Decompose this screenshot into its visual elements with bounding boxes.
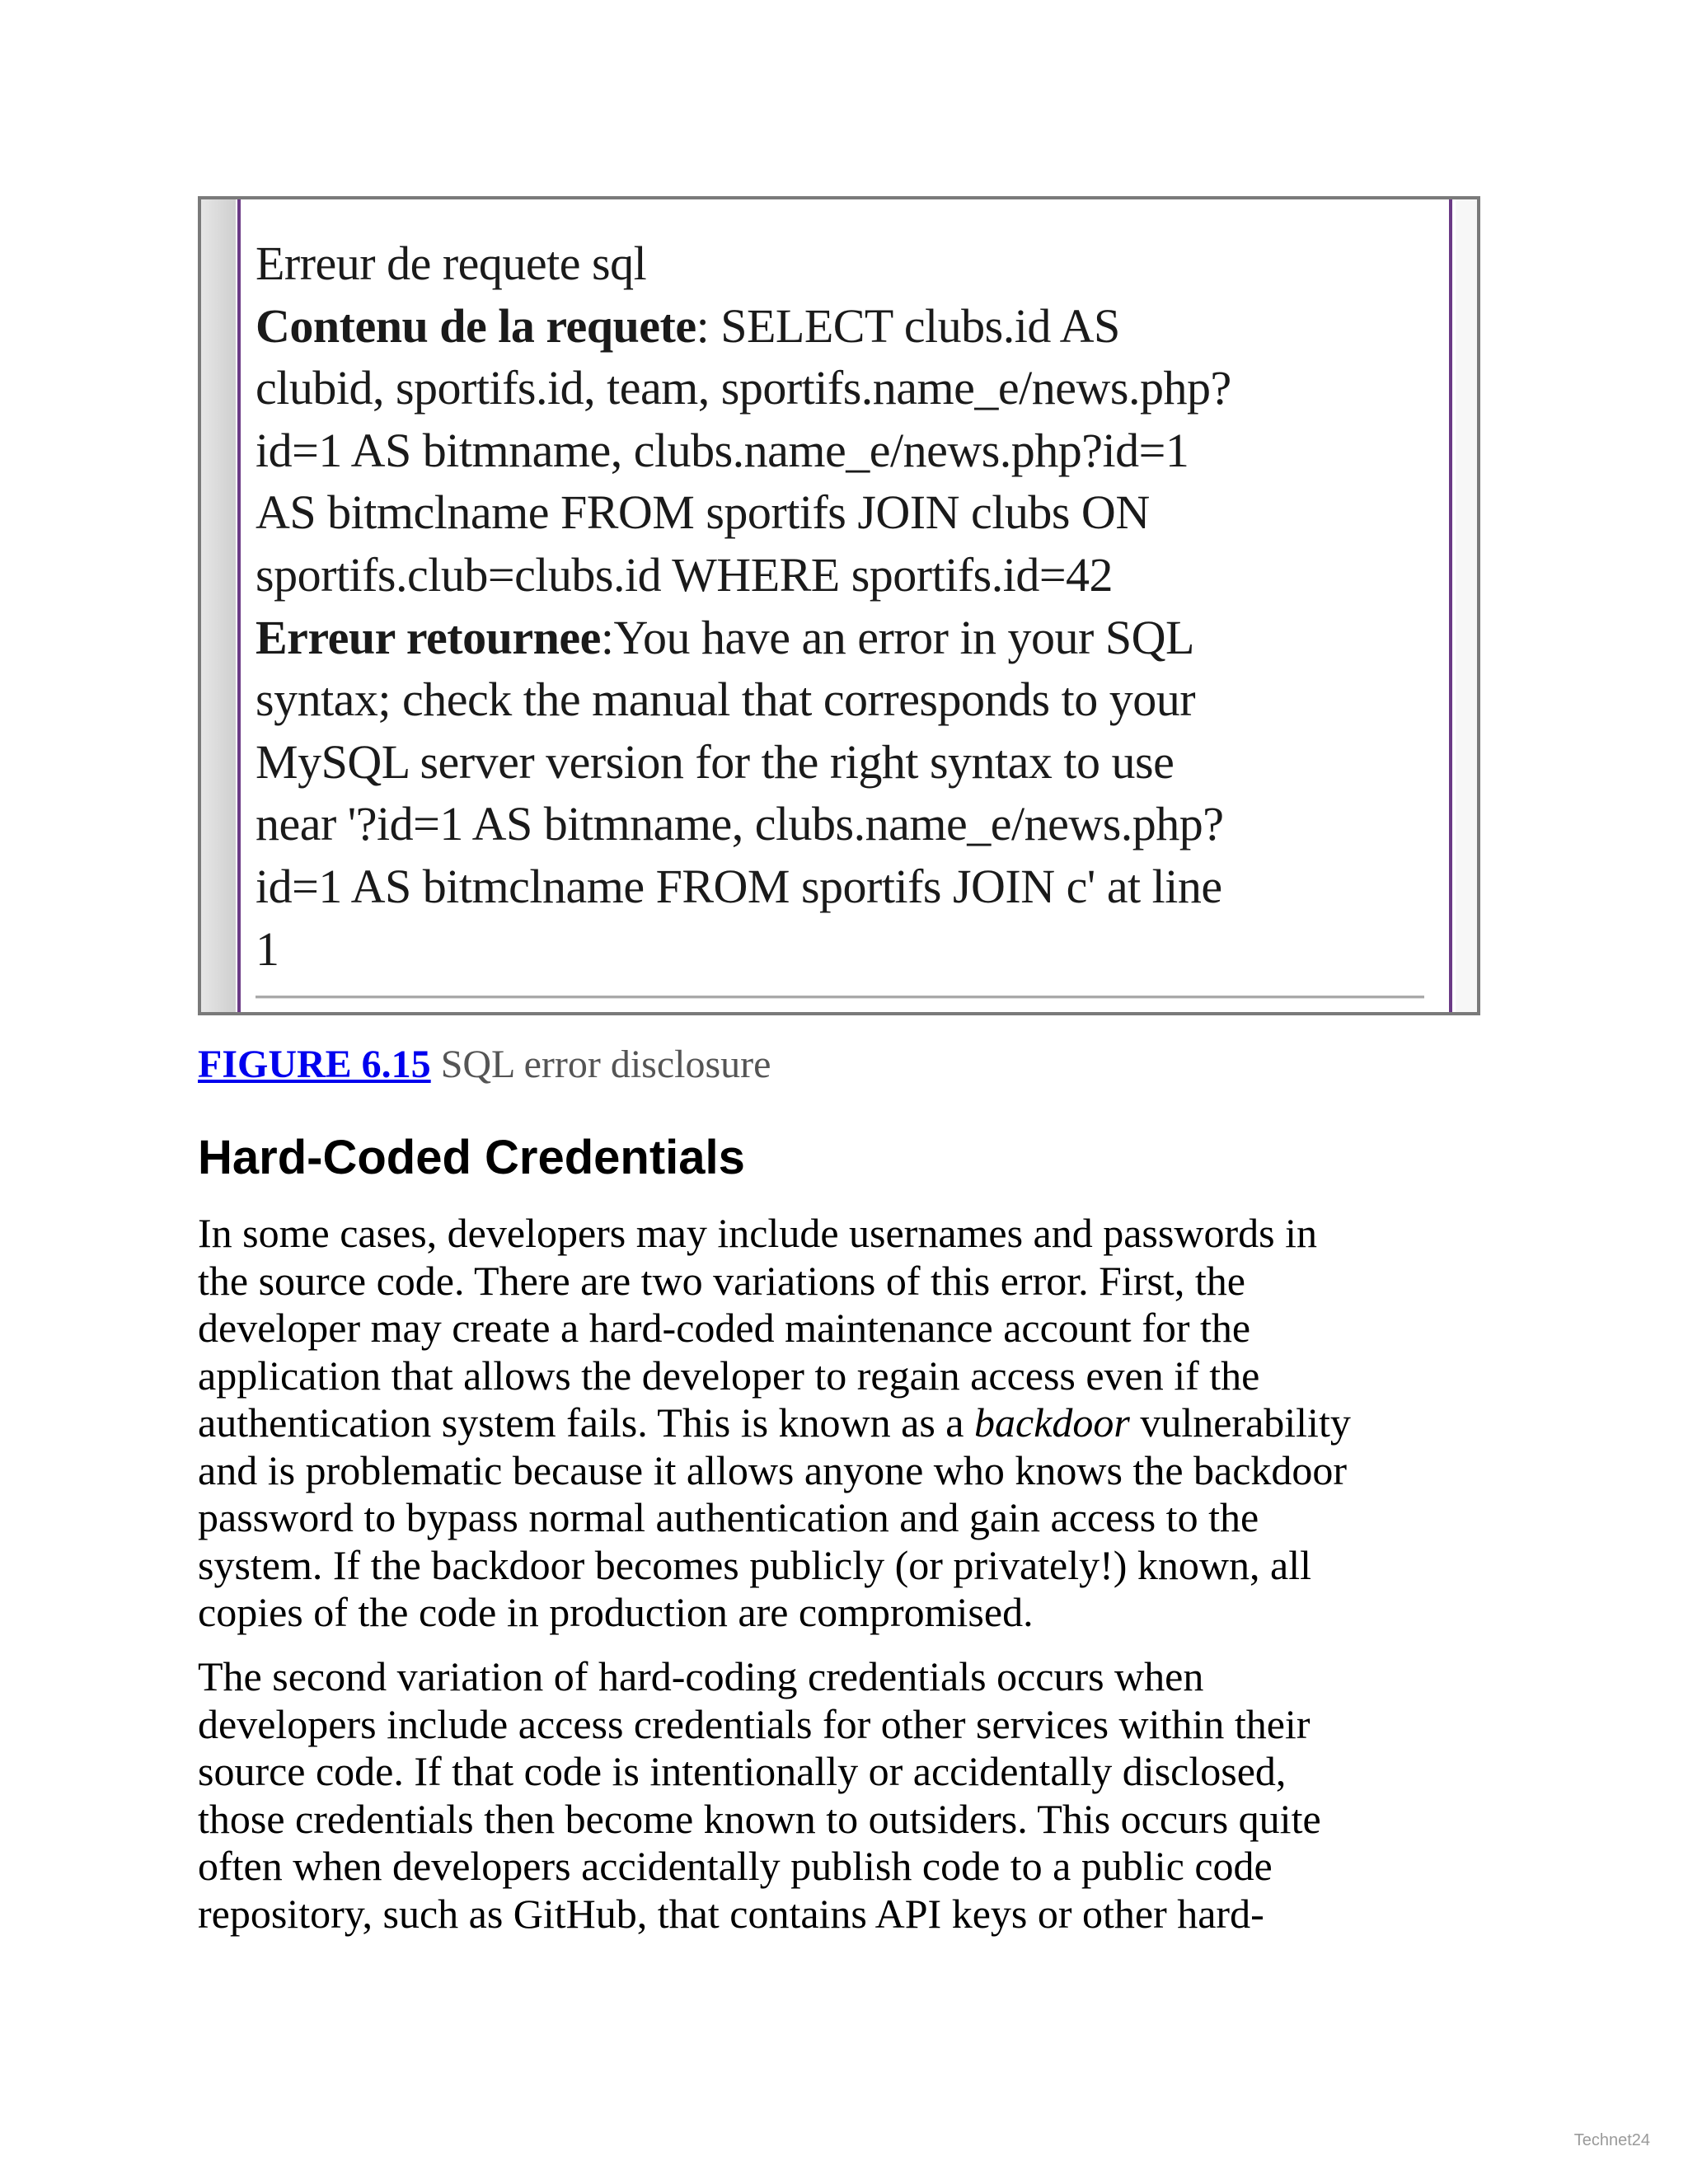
figure-link[interactable]: FIGURE 6.15 — [198, 1043, 431, 1086]
paragraph-second-variation — [198, 1653, 1321, 1938]
paragraph-line — [198, 1399, 1351, 1447]
sql-error-line — [256, 357, 1434, 419]
sql-error-text: MySQL server version for the right syntax to use — [256, 734, 1175, 789]
paragraph-line: copies of the code in production are compromised. — [198, 1589, 1034, 1635]
sql-error-line — [256, 232, 1434, 295]
sql-error-text: id=1 AS bitmclname FROM sportifs JOIN c' at line — [256, 859, 1222, 913]
paragraph-line: application that allows the developer to regain access even if the — [198, 1352, 1260, 1399]
paragraph-line: often when developers accidentally publish code to a public code — [198, 1843, 1273, 1889]
paragraph-line: repository, such as GitHub, that contains API keys or other hard- — [198, 1890, 1264, 1937]
sql-error-text: sportifs.club=clubs.id WHERE sportifs.id=42 — [256, 547, 1114, 602]
sql-error-label: Erreur retournee — [256, 610, 601, 664]
sql-error-line — [256, 731, 1434, 794]
sql-error-line — [256, 544, 1434, 607]
screenshot-right-rule — [1449, 199, 1452, 1012]
sql-error-text: near '?id=1 AS bitmname, clubs.name_e/news.php? — [256, 797, 1224, 851]
paragraph-line: developers include access credentials for other services within their — [198, 1700, 1311, 1747]
sql-error-line — [256, 607, 1434, 669]
caption-text: SQL error disclosure — [430, 1043, 771, 1086]
sql-error-text: id=1 AS bitmname, clubs.name_e/news.php?id=1 — [256, 423, 1189, 477]
sql-error-line — [256, 295, 1434, 358]
paragraph-line: system. If the backdoor becomes publicly (or privately!) known, all — [198, 1541, 1312, 1588]
paragraph-line: developer may create a hard-coded maintenance account for the — [198, 1305, 1251, 1351]
sql-error-line — [256, 793, 1434, 855]
sql-error-message — [256, 232, 1434, 980]
sql-error-text: Erreur de requete sql — [256, 237, 647, 290]
sql-error-text: syntax; check the manual that corresponds to your — [256, 673, 1196, 727]
paragraph-hard-coded-intro — [198, 1210, 1351, 1637]
screenshot-right-edge — [1456, 199, 1477, 1012]
sql-error-text: AS bitmclname FROM sportifs JOIN clubs ON — [256, 485, 1150, 540]
screenshot-left-gutter — [201, 199, 236, 1012]
sql-error-text: 1 — [256, 921, 279, 976]
sql-error-line — [256, 481, 1434, 544]
sql-error-screenshot — [198, 196, 1480, 1015]
sql-error-text: :You have an error in your SQL — [600, 610, 1194, 664]
sql-error-text: clubid, sportifs.id, team, sportifs.name_e/news.php? — [256, 361, 1231, 415]
sql-error-line — [256, 855, 1434, 918]
paragraph-line: those credentials then become known to outsiders. This occurs quite — [198, 1795, 1321, 1842]
section-heading: Hard-Coded Credentials — [198, 1131, 745, 1184]
paragraph-line: In some cases, developers may include usernames and passwords in — [198, 1210, 1317, 1256]
paragraph-line: password to bypass normal authentication and gain access to the — [198, 1494, 1259, 1540]
paragraph-line: The second variation of hard-coding credentials occurs when — [198, 1653, 1204, 1699]
figure-caption — [198, 1040, 771, 1090]
sql-error-label: Contenu de la requete — [256, 298, 696, 353]
paragraph-line: and is problematic because it allows anyone who knows the backdoor — [198, 1446, 1348, 1493]
paragraph-line: source code. If that code is intentionally or accidentally disclosed, — [198, 1748, 1287, 1794]
screenshot-horizontal-rule — [256, 996, 1424, 999]
sql-error-line — [256, 918, 1434, 981]
paragraph-text: authentication system fails. This is known as a — [198, 1399, 974, 1446]
sql-error-line — [256, 419, 1434, 482]
paragraph-text: vulnerability — [1129, 1399, 1351, 1446]
sql-error-line — [256, 668, 1434, 731]
watermark: Technet24 — [1573, 2131, 1650, 2149]
screenshot-left-rule — [237, 199, 241, 1012]
backdoor-term: backdoor — [974, 1399, 1130, 1446]
paragraph-line: the source code. There are two variations of this error. First, the — [198, 1257, 1245, 1304]
sql-error-text: : SELECT clubs.id AS — [696, 298, 1120, 353]
